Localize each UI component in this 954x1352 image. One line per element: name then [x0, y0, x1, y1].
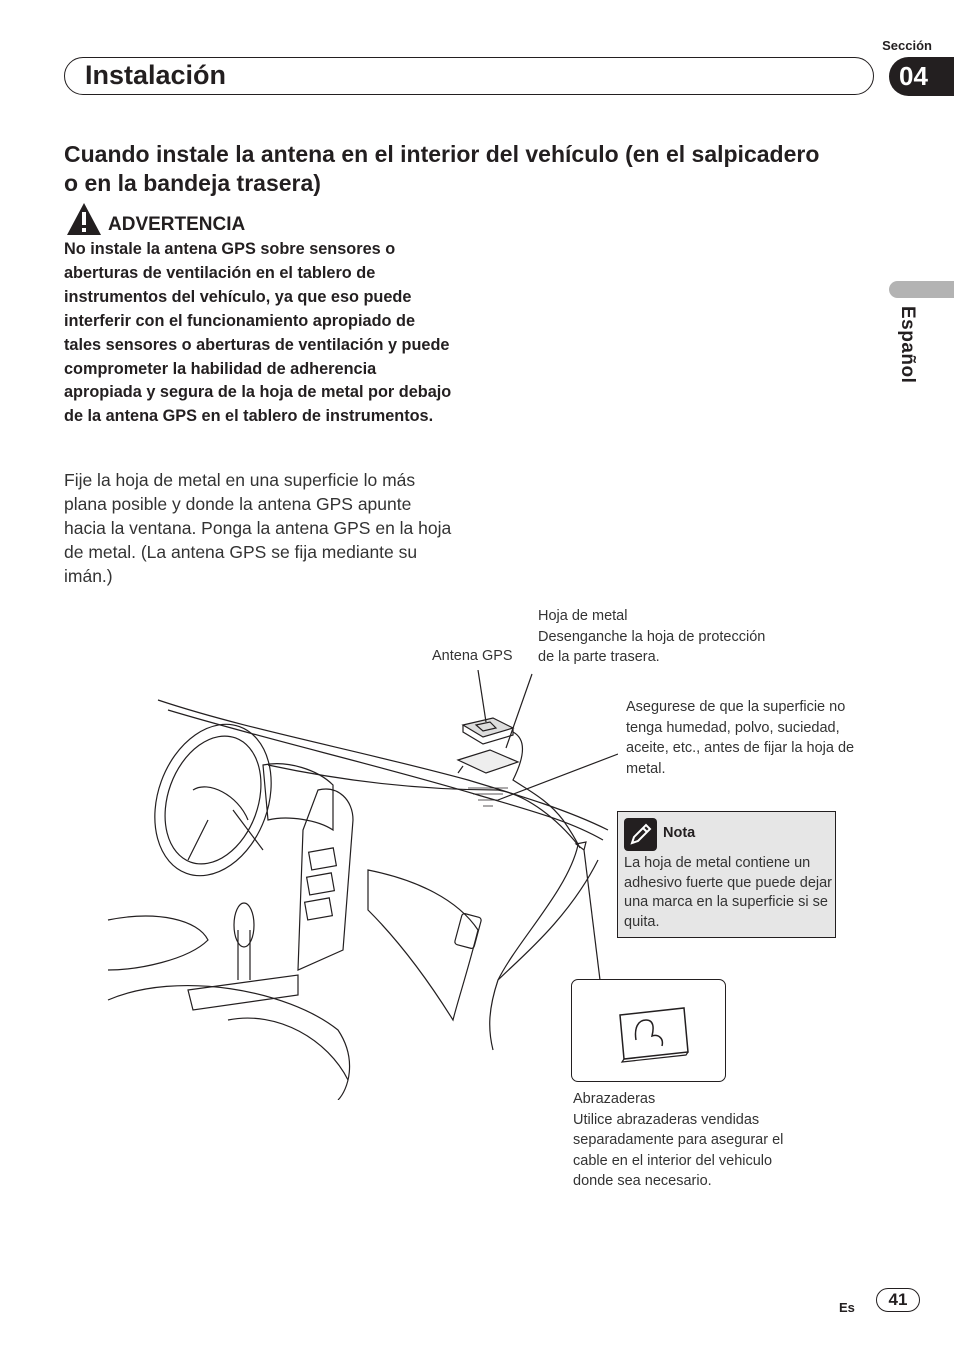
metal-sheet: [458, 750, 518, 773]
gps-antenna: [463, 718, 513, 744]
language-label: Español: [897, 306, 918, 384]
label-clamps: [573, 1089, 813, 1192]
label-metal-sheet-note: Desenganche la hoja de protección de la parte trasera.: [538, 628, 766, 665]
center-console: [298, 789, 353, 970]
gear-lever: [238, 930, 250, 980]
steering-wheel: [135, 708, 292, 892]
label-clamps-note: Utilice abrazaderas vendidas separadamente para asegurar el cable en el interior del vehiculo donde sea necesario.: [573, 1111, 784, 1189]
warning-triangle-icon: [66, 202, 102, 236]
language-tab-marker: [889, 281, 954, 298]
clamp-icon: [572, 980, 727, 1083]
instructions-text: Fije la hoja de metal en una superficie lo más plana posible y donde la antena GPS apunte hacia la ventana. Ponga la antena GPS en la hoja de metal. (La antena GPS se fija mediante su imán.): [64, 470, 452, 586]
label-surface-check: Asegurese de que la superficie no tenga humedad, polvo, suciedad, aceite, etc., antes de fijar la hoja de metal.: [626, 699, 855, 777]
label-gps-antenna: Antena GPS: [432, 648, 513, 664]
label-metal-sheet-title: Hoja de metal: [538, 608, 628, 624]
note-body: La hoja de metal contiene un adhesivo fuerte que puede dejar una marca en la superficie si se quita.: [624, 855, 832, 930]
page-number: 41: [876, 1288, 920, 1312]
note-box: [617, 811, 836, 938]
section-label: Sección: [882, 38, 932, 53]
page-title: Instalación: [85, 60, 227, 90]
dashboard-installation-illustration: [98, 670, 618, 1100]
section-number-tab: 04: [889, 57, 954, 96]
clamp-detail-box: [571, 979, 726, 1082]
pencil-icon: [624, 818, 657, 851]
warning-body: No instale la antena GPS sobre sensores o aberturas de ventilación en el tablero de instrumentos del vehículo, ya que eso puede interferir con el funcionamiento apropiado de tales sensores o aberturas de ventilación y puede comprometer la habilidad de adherencia apropiada y segura de la hoja de metal por debajo de la antena GPS en el tablero de instrumentos.: [64, 240, 452, 426]
label-clamps-title: Abrazaderas: [573, 1091, 656, 1107]
windshield-edge: [158, 700, 608, 830]
label-metal-sheet: [538, 606, 778, 668]
section-heading: Cuando instale la antena en el interior del vehículo (en el salpicadero o en la bandeja trasera): [64, 141, 820, 196]
note-title: Nota: [663, 825, 696, 841]
warning-title: ADVERTENCIA: [108, 214, 246, 235]
header-bar: [64, 57, 874, 95]
footer-language-code: Es: [839, 1300, 855, 1315]
